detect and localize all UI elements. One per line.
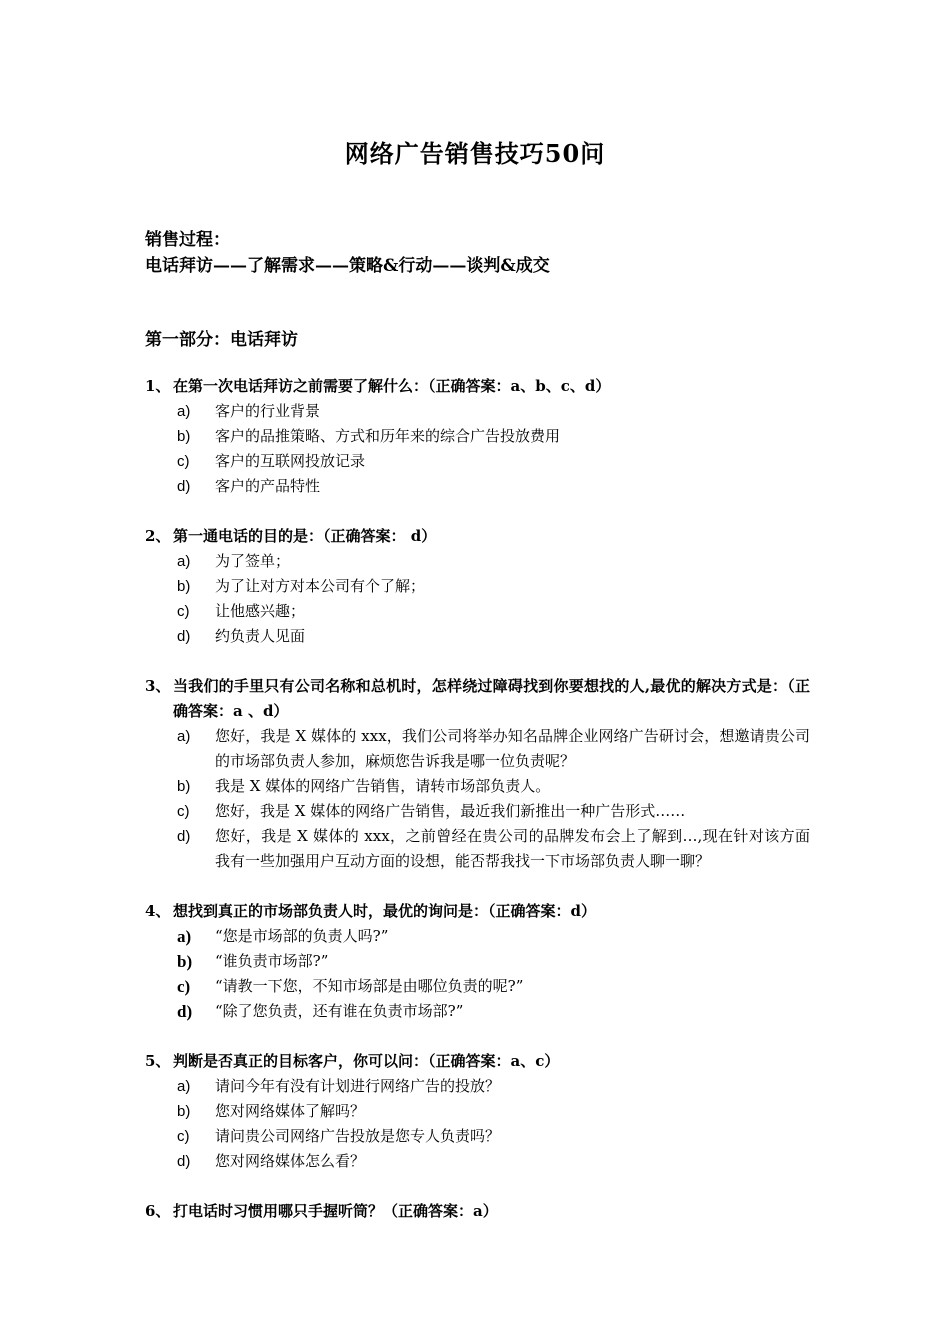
option-text: 让他感兴趣； [215,602,306,620]
option-text: 客户的互联网投放记录 [215,452,366,470]
option-text: “除了您负责，还有谁在负责市场部?” [215,1002,464,1020]
option-letter: a) [177,728,191,745]
option-letter: c) [177,803,190,820]
question-item [145,1199,810,1224]
option-item [145,1124,810,1149]
option-letter: d) [177,1002,193,1021]
option-text: 为了让对方对本公司有个了解； [215,577,426,595]
option-letter: b) [177,952,193,971]
option-item [145,624,810,649]
option-item [145,999,810,1024]
option-list [145,924,810,1024]
option-text: 请问今年有没有计划进行网络广告的投放？ [215,1077,501,1095]
option-letter: b) [177,778,191,795]
question-title [145,674,810,724]
option-letter: d) [177,828,191,845]
question-text: 打电话时习惯用哪只手握听筒？（正确答案：a） [173,1202,498,1220]
question-item [145,374,810,499]
option-letter: a) [177,1078,191,1095]
question-text: 第一通电话的目的是：（正确答案： d） [173,527,437,545]
option-letter: c) [177,603,190,620]
option-item [145,724,810,774]
question-item [145,1049,810,1174]
question-number: 5、 [145,1052,171,1070]
option-letter: c) [177,977,191,996]
option-item [145,599,810,624]
option-item [145,974,810,999]
option-letter: c) [177,1128,190,1145]
option-item [145,824,810,874]
option-text: “您是市场部的负责人吗?” [215,927,389,945]
option-text: 您好，我是 X 媒体的 xxx，我们公司将举办知名品牌企业网络广告研讨会，想邀请贵公司的市场部负责人参加，麻烦您告诉我是哪一位负责呢？ [215,727,810,770]
question-number: 4、 [145,902,171,920]
question-text: 想找到真正的市场部负责人时，最优的询问是：（正确答案：d） [173,902,596,920]
option-text: “请教一下您，不知市场部是由哪位负责的呢?” [215,977,524,995]
option-letter: c) [177,453,190,470]
option-text: 客户的品推策略、方式和历年来的综合广告投放费用 [215,427,561,445]
question-title [145,899,810,924]
question-title [145,524,810,549]
option-letter: a) [177,927,192,946]
option-letter: b) [177,428,191,445]
question-item [145,899,810,1024]
option-item [145,924,810,949]
question-number: 6、 [145,1202,171,1220]
option-item [145,1099,810,1124]
option-text: 客户的产品特性 [215,477,321,495]
option-item [145,1074,810,1099]
option-item [145,799,810,824]
option-item [145,449,810,474]
option-text: 您对网络媒体怎么看？ [215,1152,366,1170]
option-item [145,549,810,574]
option-item [145,574,810,599]
option-text: 您好，我是 X 媒体的网络广告销售，最近我们新推出一种广告形式…… [215,802,686,820]
option-text: 请问贵公司网络广告投放是您专人负责吗？ [215,1127,501,1145]
question-number: 2、 [145,527,171,545]
option-item [145,949,810,974]
option-letter: b) [177,1103,191,1120]
question-list [145,374,810,1249]
question-item [145,524,810,649]
option-item [145,399,810,424]
question-item [145,674,810,874]
question-number: 3、 [145,677,171,695]
option-text: 约负责人见面 [215,627,306,645]
option-letter: b) [177,578,191,595]
question-text: 在第一次电话拜访之前需要了解什么：（正确答案：a、b、c、d） [173,377,611,395]
option-letter: d) [177,1153,191,1170]
option-letter: a) [177,403,191,420]
question-text: 当我们的手里只有公司名称和总机时，怎样绕过障碍找到你要想找的人,最优的解决方式是：（正确答案：a 、d） [173,677,810,720]
document-title: 网络广告销售技巧50问 [344,139,606,168]
option-item [145,774,810,799]
option-list [145,549,810,649]
option-text: 您对网络媒体了解吗？ [215,1102,366,1120]
option-item [145,424,810,449]
sales-process-section [145,227,550,279]
option-text: 我是 X 媒体的网络广告销售，请转市场部负责人。 [215,777,551,795]
option-text: 为了签单； [215,552,291,570]
option-item [145,474,810,499]
sales-process-label: 销售过程： [145,230,230,250]
question-title [145,1199,810,1224]
sales-process-flow: 电话拜访——了解需求——策略&行动——谈判&成交 [145,256,550,276]
option-list [145,724,810,874]
question-title [145,374,810,399]
option-text: 客户的行业背景 [215,402,321,420]
option-list [145,1074,810,1174]
option-letter: a) [177,553,191,570]
option-item [145,1149,810,1174]
question-title [145,1049,810,1074]
option-letter: d) [177,478,191,495]
part-title: 第一部分：电话拜访 [145,330,298,350]
option-letter: d) [177,628,191,645]
option-text: 您好，我是 X 媒体的 xxx，之前曾经在贵公司的品牌发布会上了解到…,现在针对该方面我有一些加强用户互动方面的设想，能否帮我找一下市场部负责人聊一聊？ [215,827,810,870]
option-text: “谁负责市场部?” [215,952,329,970]
question-text: 判断是否真正的目标客户，你可以问：（正确答案：a、c） [173,1052,560,1070]
option-list [145,399,810,499]
question-number: 1、 [145,377,171,395]
